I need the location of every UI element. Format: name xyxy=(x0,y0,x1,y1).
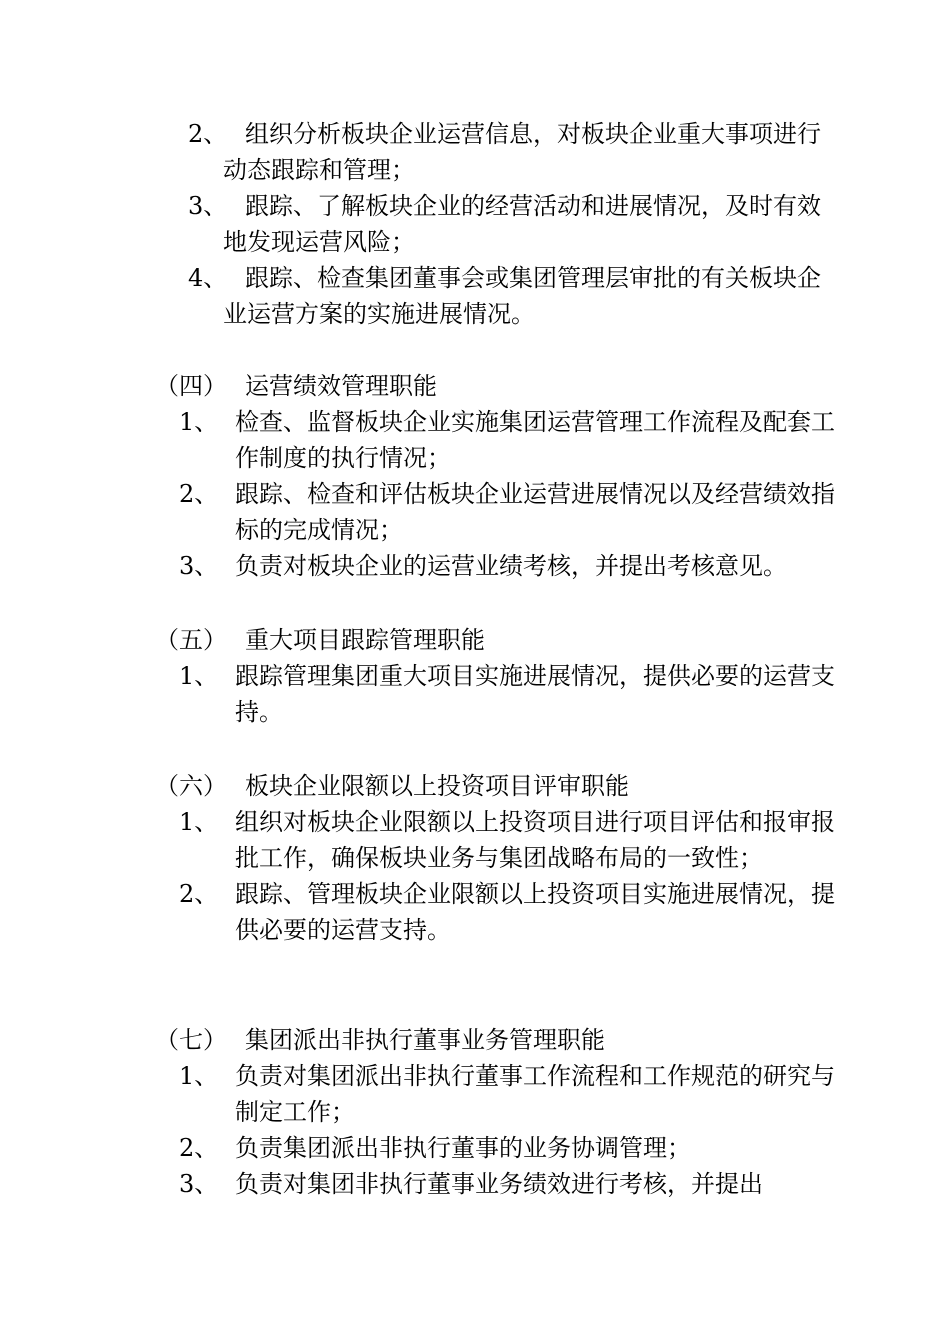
item-number: 2、 xyxy=(179,480,219,508)
item-number: 3、 xyxy=(179,552,219,580)
section-title: 集团派出非执行董事业务管理职能 xyxy=(245,1026,605,1054)
item-text: 检查、监督板块企业实施集团运营管理工作流程及配套工作制度的执行情况； xyxy=(235,408,835,472)
section-title: 运营绩效管理职能 xyxy=(245,372,437,400)
list-item xyxy=(155,404,835,476)
list-item xyxy=(155,1058,835,1130)
section-heading xyxy=(155,622,835,658)
intro-item-list xyxy=(188,116,828,332)
section-five xyxy=(155,622,835,730)
item-text: 跟踪、检查和评估板块企业运营进展情况以及经营绩效指标的完成情况； xyxy=(235,480,835,544)
list-item xyxy=(155,1166,835,1202)
item-number: 1、 xyxy=(179,662,219,690)
item-number: 2、 xyxy=(179,880,219,908)
section-seven xyxy=(155,1022,835,1202)
section-number: （六） xyxy=(155,772,227,800)
list-item xyxy=(155,658,835,730)
item-text: 负责对集团非执行董事业务绩效进行考核，并提出 xyxy=(235,1170,763,1198)
item-text: 负责对集团派出非执行董事工作流程和工作规范的研究与制定工作； xyxy=(235,1062,835,1126)
item-number: 1、 xyxy=(179,1062,219,1090)
item-number: 1、 xyxy=(179,408,219,436)
section-number: （七） xyxy=(155,1026,227,1054)
list-item xyxy=(155,548,835,584)
section-heading xyxy=(155,368,835,404)
section-heading xyxy=(155,768,835,804)
item-text: 跟踪、管理板块企业限额以上投资项目实施进展情况，提供必要的运营支持。 xyxy=(235,880,835,944)
section-number: （五） xyxy=(155,626,227,654)
section-number: （四） xyxy=(155,372,227,400)
list-item xyxy=(155,1130,835,1166)
list-item xyxy=(155,804,835,876)
item-text: 跟踪管理集团重大项目实施进展情况，提供必要的运营支持。 xyxy=(235,662,835,726)
item-number: 3、 xyxy=(188,192,228,220)
item-text: 组织对板块企业限额以上投资项目进行项目评估和报审报批工作，确保板块业务与集团战略布局的一致性； xyxy=(235,808,835,872)
list-item xyxy=(155,476,835,548)
section-title: 板块企业限额以上投资项目评审职能 xyxy=(245,772,629,800)
list-item xyxy=(188,260,828,332)
item-text: 跟踪、检查集团董事会或集团管理层审批的有关板块企业运营方案的实施进展情况。 xyxy=(223,264,821,328)
list-item xyxy=(188,188,828,260)
item-text: 负责集团派出非执行董事的业务协调管理； xyxy=(235,1134,691,1162)
list-item xyxy=(155,876,835,948)
item-text: 负责对板块企业的运营业绩考核，并提出考核意见。 xyxy=(235,552,787,580)
item-number: 4、 xyxy=(188,264,228,292)
item-text: 组织分析板块企业运营信息，对板块企业重大事项进行动态跟踪和管理； xyxy=(223,120,821,184)
section-six xyxy=(155,768,835,948)
section-heading xyxy=(155,1022,835,1058)
section-title: 重大项目跟踪管理职能 xyxy=(245,626,485,654)
item-number: 2、 xyxy=(188,120,228,148)
item-number: 1、 xyxy=(179,808,219,836)
item-text: 跟踪、了解板块企业的经营活动和进展情况，及时有效地发现运营风险； xyxy=(223,192,821,256)
list-item xyxy=(188,116,828,188)
section-four xyxy=(155,368,835,584)
item-number: 2、 xyxy=(179,1134,219,1162)
item-number: 3、 xyxy=(179,1170,219,1198)
